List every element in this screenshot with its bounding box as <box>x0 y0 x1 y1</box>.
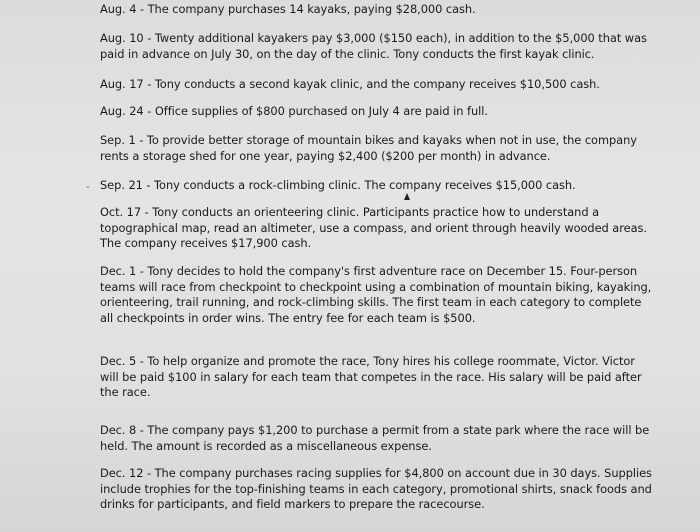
entry-dec-1: Dec. 1 - Tony decides to hold the company's first adventure race on December 15. Four-person teams will race from checkpoint to checkpoint using a combination of mountain biking, kayaking, orienteering, trail running, and rock-climbing skills. The first team in each category to complete all checkpoints in order wins. The entry fee for each team is $500. <box>100 264 652 325</box>
entry-dec-5: Dec. 5 - To help organize and promote the race, Tony hires his college roommate, Victor. Victor will be paid $100 in salary for each team that competes in the race. His salary will be paid after the race. <box>100 354 642 400</box>
entry-aug-17: Aug. 17 - Tony conducts a second kayak clinic, and the company receives $10,500 cash. <box>100 77 600 91</box>
entry-dec-12: Dec. 12 - The company purchases racing supplies for $4,800 on account due in 30 days. Supplies include trophies for the top-finishing teams in each category, promotional shirts, snack foods and drinks for participants, and field markers to prepare the racecourse. <box>100 466 652 512</box>
entry-aug-4: Aug. 4 - The company purchases 14 kayaks, paying $28,000 cash. <box>100 2 476 16</box>
mouse-cursor-icon <box>404 193 410 200</box>
margin-mark: - <box>86 182 90 193</box>
entry-dec-8: Dec. 8 - The company pays $1,200 to purchase a permit from a state park where the race will be held. The amount is recorded as a miscellaneous expense. <box>100 423 650 453</box>
entry-aug-24: Aug. 24 - Office supplies of $800 purchased on July 4 are paid in full. <box>100 104 488 118</box>
entry-sep-1: Sep. 1 - To provide better storage of mountain bikes and kayaks when not in use, the company rents a storage shed for one year, paying $2,400 ($200 per month) in advance. <box>100 133 637 163</box>
entry-aug-10: Aug. 10 - Twenty additional kayakers pay $3,000 ($150 each), in addition to the $5,000 that was paid in advance on July 30, on the day of the clinic. Tony conducts the first kayak clinic. <box>100 31 647 61</box>
entry-oct-17: Oct. 17 - Tony conducts an orienteering clinic. Participants practice how to understand a topographical map, read an altimeter, use a compass, and orient through heavily wooded areas. The company receives $17,900 cash. <box>100 205 647 251</box>
entry-sep-21: Sep. 21 - Tony conducts a rock-climbing clinic. The company receives $15,000 cash. <box>100 178 576 192</box>
